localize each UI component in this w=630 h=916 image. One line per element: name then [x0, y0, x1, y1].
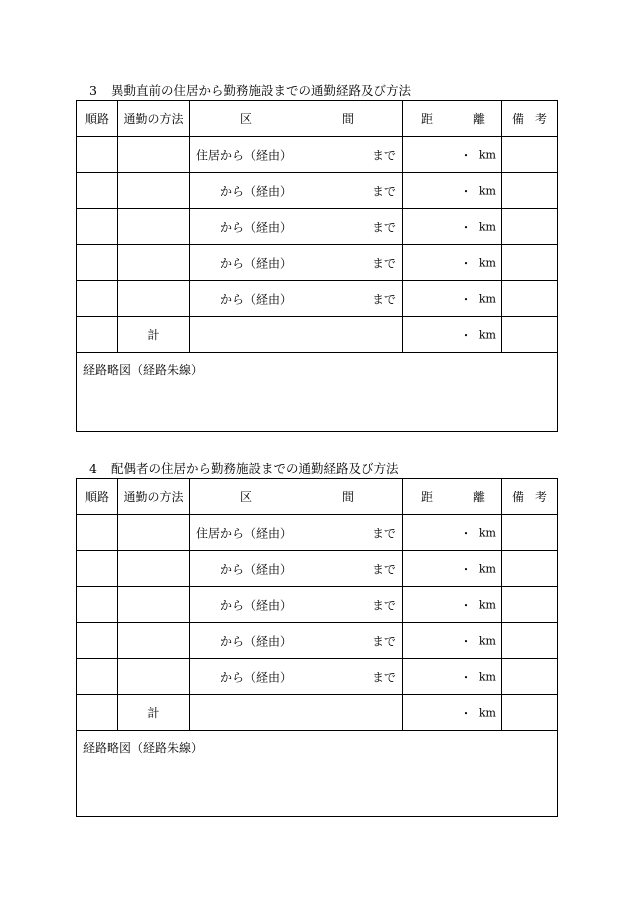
notes-cell[interactable]: [502, 209, 558, 245]
notes-cell[interactable]: [502, 659, 558, 695]
section-cell[interactable]: [190, 587, 403, 623]
distance-cell[interactable]: [403, 137, 502, 173]
total-distance-cell[interactable]: [403, 317, 502, 353]
header-section-b: 間: [341, 112, 354, 126]
route-map-label: 経路略図（経路朱線）: [83, 741, 204, 755]
header-section-a: 区: [240, 490, 253, 504]
header-notes-a: 備: [512, 490, 525, 504]
header-method: 通勤の方法: [118, 479, 190, 515]
section-heading: 異動直前の住居から勤務施設までの通勤経路及び方法: [111, 83, 412, 98]
decimal-dot: ・: [460, 562, 473, 576]
total-row: [77, 695, 558, 731]
section-cell[interactable]: [190, 245, 403, 281]
km-unit: km: [478, 706, 496, 719]
header-section-a: 区: [240, 112, 253, 126]
to-label: まで: [371, 526, 396, 540]
decimal-dot: ・: [460, 526, 473, 540]
header-distance: [403, 479, 502, 515]
header-row: [77, 479, 558, 515]
header-distance: [403, 101, 502, 137]
header-notes-b: 考: [534, 490, 547, 504]
notes-cell[interactable]: [502, 281, 558, 317]
from-label: 住居から（経由）: [196, 148, 293, 162]
notes-cell[interactable]: [502, 317, 558, 353]
order-cell[interactable]: [77, 587, 118, 623]
order-cell[interactable]: [77, 551, 118, 587]
distance-cell[interactable]: [403, 659, 502, 695]
section-3-title: [89, 84, 411, 98]
total-distance-cell[interactable]: [403, 695, 502, 731]
header-section: [190, 479, 403, 515]
decimal-dot: ・: [460, 148, 473, 162]
order-cell[interactable]: [77, 623, 118, 659]
distance-cell[interactable]: [403, 245, 502, 281]
method-cell[interactable]: [118, 173, 190, 209]
from-label: から（経由）: [220, 256, 293, 270]
route-row: [77, 137, 558, 173]
section-4-title: [89, 462, 399, 476]
decimal-dot: ・: [460, 634, 473, 648]
order-cell[interactable]: [77, 659, 118, 695]
from-label: から（経由）: [220, 292, 293, 306]
from-label: から（経由）: [220, 220, 293, 234]
header-distance-a: 距: [421, 112, 434, 126]
to-label: まで: [371, 184, 396, 198]
section-cell[interactable]: [190, 623, 403, 659]
route-map-label: 経路略図（経路朱線）: [83, 363, 204, 377]
km-unit: km: [478, 670, 496, 683]
method-cell[interactable]: [118, 245, 190, 281]
method-cell[interactable]: [118, 587, 190, 623]
to-label: まで: [371, 598, 396, 612]
section-cell[interactable]: [190, 173, 403, 209]
section-cell[interactable]: [190, 515, 403, 551]
route-row: [77, 587, 558, 623]
header-distance-a: 距: [421, 490, 434, 504]
notes-cell[interactable]: [502, 245, 558, 281]
notes-cell[interactable]: [502, 695, 558, 731]
to-label: まで: [371, 220, 396, 234]
method-cell[interactable]: [118, 137, 190, 173]
order-cell[interactable]: [77, 515, 118, 551]
method-cell[interactable]: [118, 281, 190, 317]
order-cell[interactable]: [77, 245, 118, 281]
map-row: [77, 731, 558, 817]
header-distance-b: 離: [472, 112, 485, 126]
header-notes: [502, 479, 558, 515]
notes-cell[interactable]: [502, 587, 558, 623]
from-label: から（経由）: [220, 184, 293, 198]
order-cell: [77, 695, 118, 731]
total-row: [77, 317, 558, 353]
header-method: 通勤の方法: [118, 101, 190, 137]
route-row: [77, 623, 558, 659]
notes-cell[interactable]: [502, 623, 558, 659]
km-unit: km: [478, 634, 496, 647]
km-unit: km: [478, 562, 496, 575]
distance-cell[interactable]: [403, 515, 502, 551]
km-unit: km: [478, 292, 496, 305]
km-unit: km: [478, 328, 496, 341]
km-unit: km: [478, 148, 496, 161]
section-cell[interactable]: [190, 281, 403, 317]
method-cell[interactable]: [118, 551, 190, 587]
route-row: [77, 551, 558, 587]
to-label: まで: [371, 634, 396, 648]
km-unit: km: [478, 526, 496, 539]
route-map-area[interactable]: [77, 353, 558, 432]
total-label: 計: [118, 695, 190, 731]
order-cell[interactable]: [77, 173, 118, 209]
km-unit: km: [478, 184, 496, 197]
section-cell[interactable]: [190, 551, 403, 587]
from-label: から（経由）: [220, 670, 293, 684]
section-cell[interactable]: [190, 659, 403, 695]
decimal-dot: ・: [460, 292, 473, 306]
to-label: まで: [371, 256, 396, 270]
notes-cell[interactable]: [502, 551, 558, 587]
header-notes-a: 備: [512, 112, 525, 126]
route-row: [77, 281, 558, 317]
method-cell[interactable]: [118, 623, 190, 659]
section-number: 3: [89, 83, 97, 98]
method-cell[interactable]: [118, 515, 190, 551]
total-label: 計: [118, 317, 190, 353]
header-notes-b: 考: [534, 112, 547, 126]
route-row: [77, 173, 558, 209]
km-unit: km: [478, 220, 496, 233]
order-cell[interactable]: [77, 137, 118, 173]
distance-cell[interactable]: [403, 587, 502, 623]
notes-cell[interactable]: [502, 515, 558, 551]
order-cell[interactable]: [77, 281, 118, 317]
route-row: [77, 659, 558, 695]
method-cell[interactable]: [118, 209, 190, 245]
distance-cell[interactable]: [403, 551, 502, 587]
from-label: から（経由）: [220, 634, 293, 648]
distance-cell[interactable]: [403, 623, 502, 659]
method-cell[interactable]: [118, 659, 190, 695]
decimal-dot: ・: [460, 598, 473, 612]
route-row: [77, 515, 558, 551]
from-label: から（経由）: [220, 562, 293, 576]
decimal-dot: ・: [460, 706, 473, 720]
distance-cell[interactable]: [403, 209, 502, 245]
from-label: 住居から（経由）: [196, 526, 293, 540]
section-cell[interactable]: [190, 137, 403, 173]
header-row: [77, 101, 558, 137]
to-label: まで: [371, 148, 396, 162]
section-heading: 配偶者の住居から勤務施設までの通勤経路及び方法: [111, 461, 399, 476]
header-order: 順路: [77, 101, 118, 137]
route-row: [77, 245, 558, 281]
to-label: まで: [371, 292, 396, 306]
header-notes: [502, 101, 558, 137]
section-number: 4: [89, 461, 97, 476]
section-cell[interactable]: [190, 209, 403, 245]
header-order: 順路: [77, 479, 118, 515]
route-map-area[interactable]: [77, 731, 558, 817]
header-distance-b: 離: [472, 490, 485, 504]
to-label: まで: [371, 670, 396, 684]
to-label: まで: [371, 562, 396, 576]
km-unit: km: [478, 598, 496, 611]
header-section-b: 間: [341, 490, 354, 504]
route-table-3: [76, 100, 558, 432]
order-cell: [77, 317, 118, 353]
route-row: [77, 209, 558, 245]
header-section: [190, 101, 403, 137]
total-section-cell[interactable]: [190, 695, 403, 731]
from-label: から（経由）: [220, 598, 293, 612]
km-unit: km: [478, 256, 496, 269]
decimal-dot: ・: [460, 184, 473, 198]
order-cell[interactable]: [77, 209, 118, 245]
distance-cell[interactable]: [403, 173, 502, 209]
notes-cell[interactable]: [502, 173, 558, 209]
distance-cell[interactable]: [403, 281, 502, 317]
decimal-dot: ・: [460, 328, 473, 342]
decimal-dot: ・: [460, 670, 473, 684]
map-row: [77, 353, 558, 432]
decimal-dot: ・: [460, 256, 473, 270]
notes-cell[interactable]: [502, 137, 558, 173]
decimal-dot: ・: [460, 220, 473, 234]
route-table-4: [76, 478, 558, 817]
total-section-cell[interactable]: [190, 317, 403, 353]
